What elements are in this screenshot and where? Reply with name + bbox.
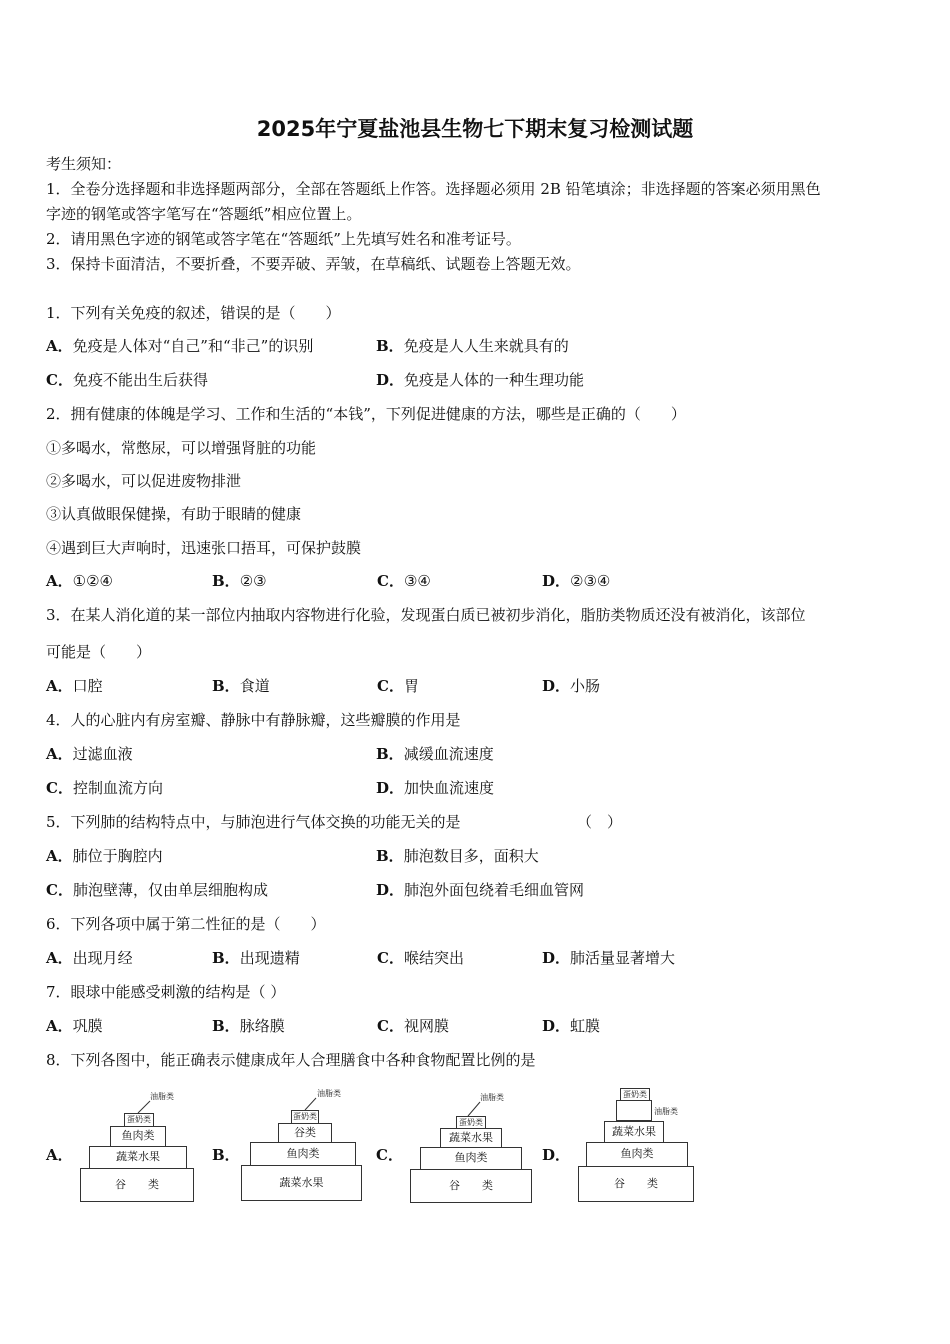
q7-option-a[interactable]: A．巩膜 bbox=[46, 1017, 103, 1035]
tier-meat: 鱼肉类 bbox=[110, 1126, 166, 1147]
q8-label-b[interactable]: B． bbox=[212, 1146, 240, 1164]
tier-meat: 鱼肉类 bbox=[250, 1142, 356, 1166]
tier-vegetables: 蔬菜水果 bbox=[241, 1165, 362, 1201]
q2-option-b[interactable]: B．②③ bbox=[212, 572, 267, 590]
q8-label-a[interactable]: A． bbox=[46, 1146, 73, 1164]
q1-option-c[interactable]: C．免疫不能出生后获得 bbox=[46, 371, 208, 389]
tier-dairy: 蛋奶类 bbox=[620, 1088, 650, 1101]
tier-label-fats: 油脂类 bbox=[654, 1107, 678, 1116]
q5-option-b[interactable]: B．肺泡数目多，面积大 bbox=[376, 847, 539, 865]
notice-heading: 考生须知： bbox=[46, 155, 122, 173]
q2-option-a[interactable]: A．①②④ bbox=[46, 572, 113, 590]
q8-label-d[interactable]: D． bbox=[542, 1146, 571, 1164]
tier-vegetables: 蔬菜水果 bbox=[604, 1121, 664, 1143]
tier-fats bbox=[616, 1100, 652, 1121]
q1-option-d[interactable]: D．免疫是人体的一种生理功能 bbox=[376, 371, 585, 389]
q5-option-a[interactable]: A．肺位于胸腔内 bbox=[46, 847, 163, 865]
tier-dairy: 蛋奶类 bbox=[456, 1116, 486, 1129]
q3-stem-line-2: 可能是（ ） bbox=[46, 643, 152, 661]
q7-stem: 7．眼球中能感受刺激的结构是（ ） bbox=[46, 983, 286, 1001]
tier-grains: 谷 类 bbox=[80, 1168, 194, 1202]
tier-label-fats: 油脂类 bbox=[480, 1093, 504, 1102]
q6-stem: 6．下列各项中属于第二性征的是（ ） bbox=[46, 915, 326, 933]
q8-figure-b[interactable] bbox=[241, 1088, 363, 1206]
q3-option-a[interactable]: A．口腔 bbox=[46, 677, 103, 695]
q8-figure-d[interactable] bbox=[578, 1088, 696, 1206]
q8-label-c[interactable]: C． bbox=[376, 1146, 403, 1164]
q2-statement-4: ④遇到巨大声响时，迅速张口捂耳，可保护鼓膜 bbox=[46, 539, 362, 557]
tier-meat: 鱼肉类 bbox=[586, 1142, 688, 1167]
notice-line-1b: 字迹的钢笔或答字笔写在“答题纸”相应位置上。 bbox=[46, 205, 362, 223]
tier-grains: 谷 类 bbox=[578, 1166, 694, 1202]
q2-statement-1: ①多喝水，常憋尿，可以增强肾脏的功能 bbox=[46, 439, 317, 457]
q7-option-d[interactable]: D．虹膜 bbox=[542, 1017, 601, 1035]
q2-option-c[interactable]: C．③④ bbox=[377, 572, 431, 590]
q6-option-b[interactable]: B．出现遗精 bbox=[212, 949, 300, 967]
notice-line-3: 3．保持卡面清洁，不要折叠，不要弄破、弄皱，在草稿纸、试题卷上答题无效。 bbox=[46, 255, 581, 273]
tier-dairy: 蛋奶类 bbox=[124, 1113, 154, 1127]
tier-vegetables: 蔬菜水果 bbox=[440, 1128, 502, 1148]
q4-option-d[interactable]: D．加快血流速度 bbox=[376, 779, 495, 797]
q8-figure-a[interactable] bbox=[80, 1088, 196, 1206]
q3-option-c[interactable]: C．胃 bbox=[377, 677, 419, 695]
q2-stem: 2．拥有健康的体魄是学习、工作和生活的“本钱”，下列促进健康的方法，哪些是正确的（ ） bbox=[46, 405, 686, 423]
q7-option-b[interactable]: B．脉络膜 bbox=[212, 1017, 285, 1035]
q1-option-a[interactable]: A．免疫是人体对“自己”和“非己”的识别 bbox=[46, 337, 314, 355]
tier-dairy: 蛋奶类 bbox=[291, 1110, 319, 1124]
q3-option-b[interactable]: B．食道 bbox=[212, 677, 270, 695]
q5-answer-paren: （ ） bbox=[577, 813, 623, 831]
q7-option-c[interactable]: C．视网膜 bbox=[377, 1017, 449, 1035]
q2-statement-2: ②多喝水，可以促进废物排泄 bbox=[46, 472, 242, 490]
q1-stem: 1．下列有关免疫的叙述，错误的是（ ） bbox=[46, 304, 341, 322]
q4-option-a[interactable]: A．过滤血液 bbox=[46, 745, 133, 763]
notice-line-1a: 1．全卷分选择题和非选择题两部分，全部在答题纸上作答。选择题必须用 2B 铅笔填涂；非选择题的答案必须用黑色 bbox=[46, 180, 821, 198]
q2-option-d[interactable]: D．②③④ bbox=[542, 572, 611, 590]
q8-figure-c[interactable] bbox=[410, 1088, 534, 1206]
q3-option-d[interactable]: D．小肠 bbox=[542, 677, 601, 695]
tier-meat: 鱼肉类 bbox=[420, 1147, 522, 1170]
q5-stem: 5．下列肺的结构特点中，与肺泡进行气体交换的功能无关的是 bbox=[46, 813, 461, 831]
tier-grains: 谷 类 bbox=[410, 1169, 532, 1203]
notice-line-2: 2．请用黑色字迹的钢笔或答字笔在“答题纸”上先填写姓名和准考证号。 bbox=[46, 230, 521, 248]
tier-label-fats: 油脂类 bbox=[317, 1089, 341, 1098]
q5-option-c[interactable]: C．肺泡壁薄，仅由单层细胞构成 bbox=[46, 881, 268, 899]
page-title: 2025年宁夏盐池县生物七下期末复习检测试题 bbox=[256, 117, 694, 141]
q4-option-b[interactable]: B．减缓血流速度 bbox=[376, 745, 494, 763]
tier-label-fats: 油脂类 bbox=[150, 1092, 174, 1101]
q1-option-b[interactable]: B．免疫是人人生来就具有的 bbox=[376, 337, 569, 355]
q5-option-d[interactable]: D．肺泡外面包绕着毛细血管网 bbox=[376, 881, 585, 899]
tier-vegetables: 蔬菜水果 bbox=[89, 1146, 187, 1169]
q8-stem: 8．下列各图中，能正确表示健康成年人合理膳食中各种食物配置比例的是 bbox=[46, 1051, 536, 1069]
tier-grains: 谷类 bbox=[278, 1123, 332, 1143]
q6-option-d[interactable]: D．肺活量显著增大 bbox=[542, 949, 676, 967]
q4-option-c[interactable]: C．控制血流方向 bbox=[46, 779, 163, 797]
q3-stem-line-1: 3．在某人消化道的某一部位内抽取内容物进行化验，发现蛋白质已被初步消化，脂肪类物质还没有被消化，该部位 bbox=[46, 606, 806, 624]
q6-option-c[interactable]: C．喉结突出 bbox=[377, 949, 464, 967]
q4-stem: 4．人的心脏内有房室瓣、静脉中有静脉瓣，这些瓣膜的作用是 bbox=[46, 711, 461, 729]
q2-statement-3: ③认真做眼保健操，有助于眼睛的健康 bbox=[46, 505, 302, 523]
q6-option-a[interactable]: A．出现月经 bbox=[46, 949, 133, 967]
